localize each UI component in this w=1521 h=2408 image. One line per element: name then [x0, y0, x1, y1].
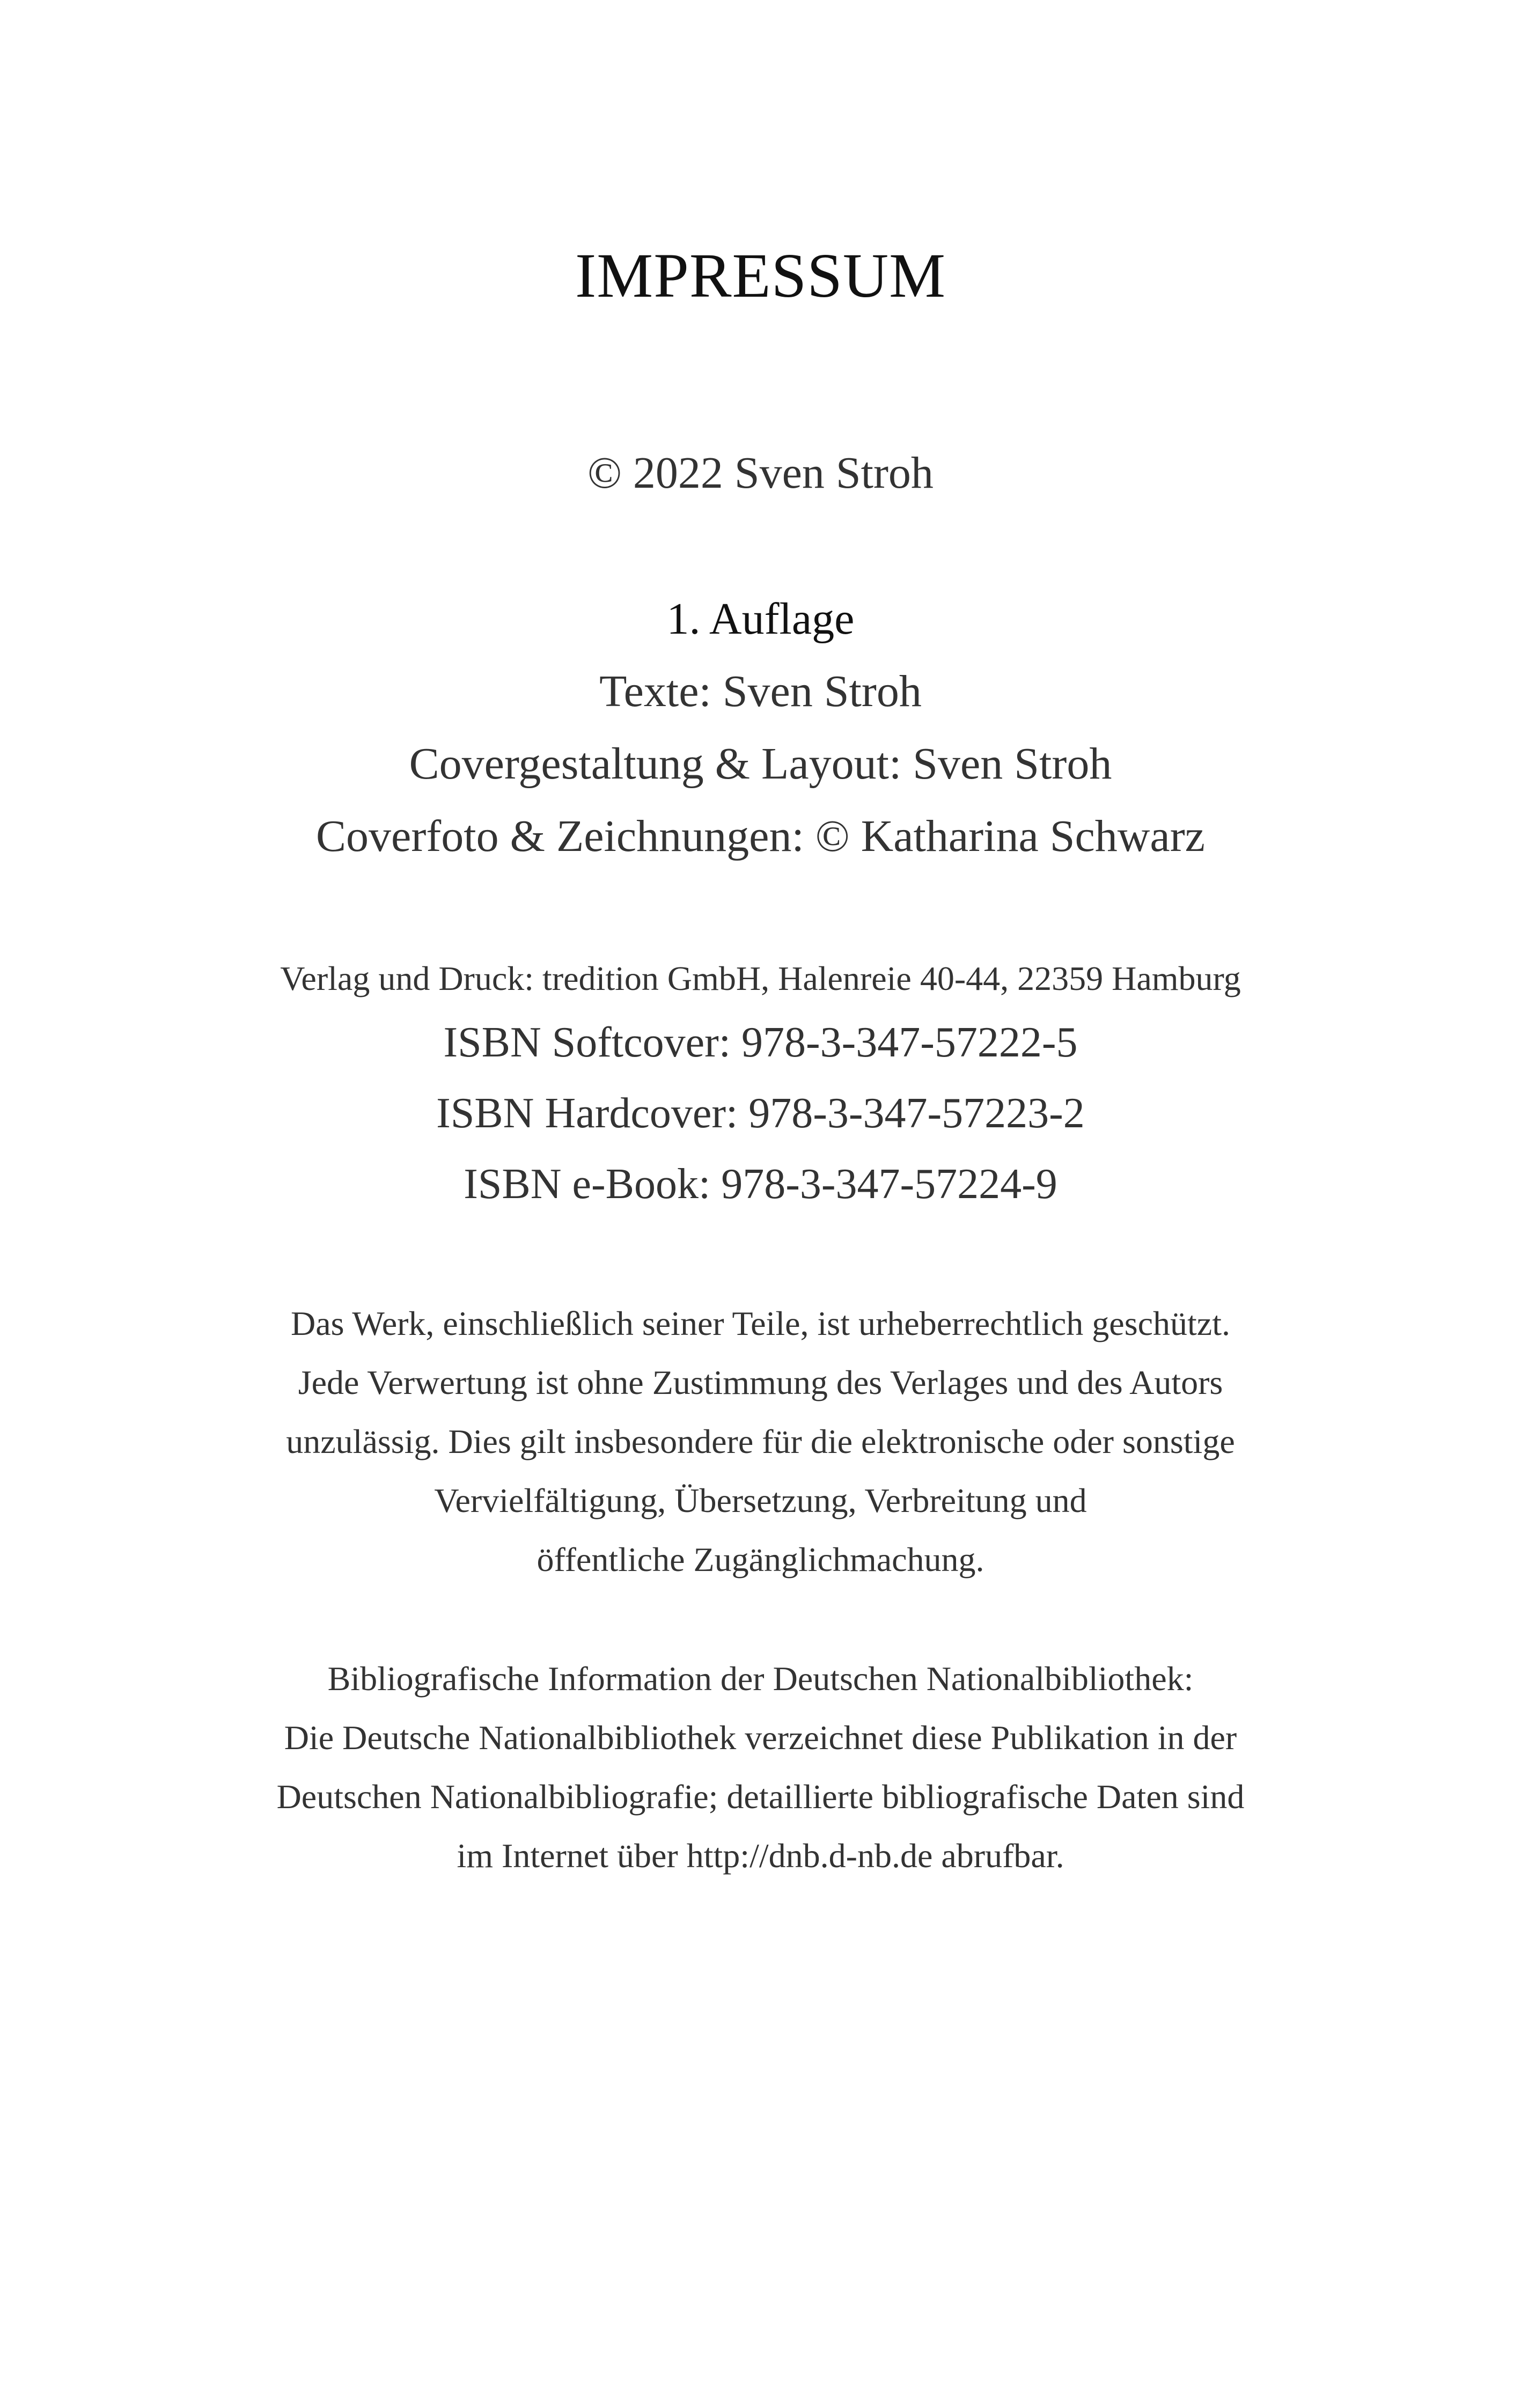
biblio-line: Die Deutsche Nationalbibliothek verzeichnet diese Publikation in der — [284, 1719, 1237, 1757]
cover-layout-credit: Covergestaltung & Layout: Sven Stroh — [409, 739, 1112, 789]
rights-line: Vervielfältigung, Übersetzung, Verbreitung und — [434, 1481, 1087, 1519]
texts-credit: Texte: Sven Stroh — [599, 666, 922, 716]
page-title: IMPRESSUM — [575, 240, 946, 311]
cover-photo-credit: Coverfoto & Zeichnungen: © Katharina Schwarz — [316, 811, 1205, 861]
biblio-line: im Internet über http://dnb.d-nb.de abrufbar. — [457, 1837, 1064, 1875]
publisher-line: Verlag und Druck: tredition GmbH, Halenreie 40-44, 22359 Hamburg — [280, 959, 1241, 997]
rights-line: Das Werk, einschließlich seiner Teile, ist urheberrechtlich geschützt. — [291, 1304, 1230, 1342]
isbn-softcover: ISBN Softcover: 978-3-347-57222-5 — [443, 1019, 1078, 1066]
isbn-ebook: ISBN e-Book: 978-3-347-57224-9 — [464, 1161, 1057, 1208]
rights-line: unzulässig. Dies gilt insbesondere für die elektronische oder sonstige — [286, 1422, 1235, 1460]
rights-line: Jede Verwertung ist ohne Zustimmung des Verlages und des Autors — [298, 1363, 1223, 1401]
isbn-hardcover: ISBN Hardcover: 978-3-347-57223-2 — [436, 1090, 1085, 1137]
rights-line: öffentliche Zugänglichmachung. — [537, 1540, 984, 1579]
edition-line: 1. Auflage — [666, 594, 855, 644]
biblio-line: Bibliografische Information der Deutschen Nationalbibliothek: — [327, 1660, 1194, 1698]
biblio-line: Deutschen Nationalbibliografie; detaillierte bibliografische Daten sind — [276, 1778, 1245, 1816]
copyright-line: © 2022 Sven Stroh — [587, 448, 934, 498]
